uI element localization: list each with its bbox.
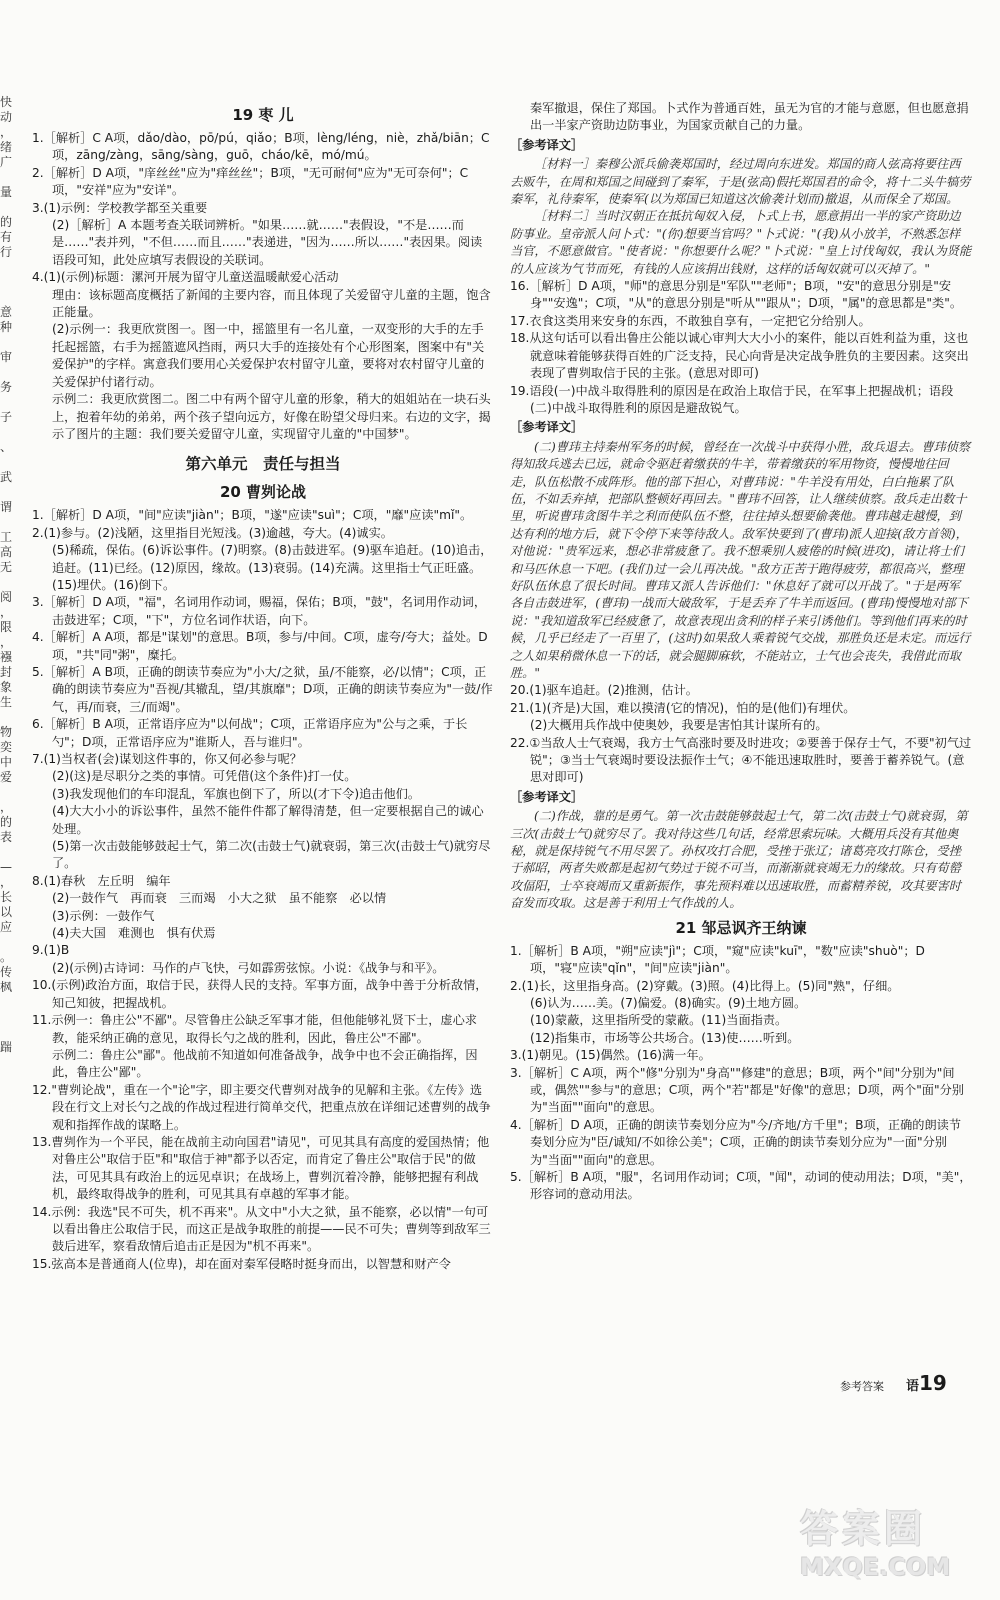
margin-char (0, 845, 26, 860)
answer-item: 1.［解析］B A项，"朔"应读"jì"；C项，"窥"应读"kuī"，"数"应读"shuò"；D项，"寝"应读"qǐn"，"间"应读"jiàn"。 (510, 943, 925, 976)
answer-item: 4.(1)(示例)标题：漯河开展为留守儿童送温暖献爱心活动 (32, 270, 339, 285)
answer-item: (5)稀疏，保佑。(6)诉讼事件。(7)明察。(8)击鼓进军。(9)驱车追赶。(10)追击，追赶。(11)已经。(12)原因，缘故。(13)衰弱。(14)充满。这里指士气正旺盛。(15)埋伏。(16)倒下。 (52, 543, 493, 592)
answer-item: 3.［解析］D A项，"福"，名词用作动词，赐福，保佑；B项，"鼓"，名词用作动词，击鼓进军；C项，"下"，方位名词作状语，向下。 (32, 595, 487, 627)
margin-char: 无 (0, 560, 13, 574)
margin-char: 工 (0, 530, 13, 544)
answer-item: (10)蒙蔽，这里指所受的蒙蔽。(11)当面指责。 (530, 1013, 788, 1028)
unit-title: 第六单元 责任与担当 (185, 455, 341, 474)
section-title-19: 19 枣 儿 (232, 106, 294, 124)
margin-char: 奕 (0, 740, 13, 754)
answer-item: 5.［解析］A B项，正确的朗读节奏应为"小大/之狱，虽/不能察，必/以情"；C项，正确的朗读节奏应为"吾视/其辙乱，望/其旗靡"；D项，正确的朗读节奏应为"一鼓/作气，再/而衰，三/而竭"。 (32, 664, 493, 714)
answer-item: 22.①当敌人士气衰竭，我方士气高涨时要及时进攻；②要善于保存士气，不要"初气过锐"；③当士气衰竭时要设法振作士气；④不能迅速取胜时，要善于蓄养锐气。(意思对即可) (510, 735, 972, 785)
margin-char: 表 (0, 830, 13, 844)
margin-char: 行 (0, 245, 13, 259)
answer-item: 2.(1)参与。(2)浅陋，这里指目光短浅。(3)逾越，夸大。(4)诚实。 (32, 525, 393, 540)
margin-char: 意 (0, 305, 13, 319)
margin-char: 审 (0, 350, 13, 364)
margin-char: 务 (0, 380, 13, 394)
answer-item: 3.(1)朝见。(15)偶然。(16)满一年。 (510, 1048, 711, 1063)
section-title-20: 20 曹刿论战 (219, 483, 307, 502)
answer-item: (4)夫大国 难测也 惧有伏焉 (52, 926, 216, 941)
answer-item: 3.(1)示例：学校教学都至关重要 (32, 200, 208, 215)
margin-char (0, 260, 26, 275)
margin-char: 封 (0, 665, 13, 679)
margin-char: 应 (0, 920, 13, 934)
margin-char: 以 (0, 905, 13, 919)
answer-item: (2)(示例)古诗词：马作的卢飞快，弓如霹雳弦惊。小说：《战争与和平》。 (52, 960, 445, 975)
answer-item: 10.(示例)政治方面，取信于民，获得人民的支持。军事方面，战争中善于分析敌情，知己知彼，把握战机。 (32, 978, 488, 1010)
margin-char: 。 (0, 950, 13, 964)
answer-item: (3)我发现他们的车印混乱，军旗也倒下了，所以(才下令)追击他们。 (52, 786, 421, 801)
margin-char (0, 575, 26, 590)
margin-char (0, 335, 26, 350)
answer-item: 20.(1)驱车追赶。(2)推测，估计。 (510, 683, 698, 698)
margin-char (0, 785, 26, 800)
answer-item: 8.(1)春秋 左丘明 编年 (32, 873, 171, 888)
answer-item: (3)示例：一鼓作气 (52, 908, 155, 923)
watermark-logo (800, 1498, 990, 1588)
answer-item: 6.［解析］B A项，正常语序应为"以何战"；C项，正常语序应为"公与之乘，于长勺"；D项，正常语序应为"谁斯人，吾与谁归"。 (32, 717, 468, 749)
answer-item: 9.(1)B (32, 943, 70, 958)
reference-translation-label: ［参考译文］ (510, 420, 584, 435)
margin-char: 动 (0, 110, 13, 124)
answer-item: 理由：该标题高度概括了新闻的主要内容，而且体现了关爱留守儿童的主题，饱含正能量。 (52, 287, 491, 320)
answer-item: 16.［解析］D A项，"师"的意思分别是"军队""老师"；B项，"安"的意思分别是"安身""安逸"；C项，"从"的意思分别是"听从""跟从"；D项，"属"的意思都是"类"。 (510, 279, 963, 311)
answer-item: (2)(这)是尽职分之类的事情。可凭借(这个条件)打一仗。 (52, 769, 357, 784)
answer-item: (5)第一次击鼓能够鼓起士气，第二次(击鼓士气)就衰弱，第三次(击鼓士气)就穷尽了。 (52, 839, 491, 871)
margin-char: ， (0, 800, 13, 814)
margin-char (0, 290, 26, 305)
translation-paragraph: (二)曹玮主持秦州军务的时候，曾经在一次战斗中获得小胜，敌兵退去。曹玮侦察得知敌兵逃去已远，就命令驱赶着缴获的牛羊，带着缴获的军用物资，慢慢地往回走，队伍松散不成阵形。他的部下担心，对曹玮说："牛羊没有用处，白白拖累了队伍，不如丢弃掉，把部队整顿好再回去。"曹玮不回答，让人继续侦察。敌兵走出数十里，听说曹玮贪图牛羊之利而使队伍不整，往往掉头想要偷袭他。曹玮越走越慢，到达有利的地方后，就下令停下来等待敌人。敌军快要到了(曹玮)派人迎接(敌方首领)，对他说："贵军远来，想必非常疲惫了。我不想乘别人疲倦的时候(进攻)，请让将士们和马匹休息一下吧。(我们)过一会儿再决战。"敌方正苦于跑得疲劳，都很高兴，整理好队伍休息了很长时间。曹玮又派人告诉他们："休息好了就可以开战了。"于是两军各自击鼓进军，(曹玮)一战而大破敌军，于是丢弃了牛羊而返回。(曹玮)慢慢地对部下说："我知道敌军已经疲惫了，故意表现出贪利的样子来引诱他们。等到他们再来的时候，几乎已经走了一百里了，(这时)如果敌人乘着锐气交战，那胜负还是未定。而远行之人如果稍微休息一下的话，就会腿脚麻软，不能站立，士气也会丧失，我借此而取胜。" (510, 439, 971, 680)
answer-item: 12."曹刿论战"，重在一个"论"字，即主要交代曹刿对战争的见解和主张。《左传》选段在行文上对长勺之战的作战过程进行简单交代，把重点放在详细记述曹刿的战争观和指挥作战的谋略上。 (32, 1082, 491, 1132)
margin-char (0, 425, 26, 440)
answer-item: (4)大大小小的诉讼事件，虽然不能件件都了解得清楚，但一定要根据自己的诚心处理。 (52, 804, 484, 836)
answer-item: 15.弦高本是普通商人(位卑)，却在面对秦军侵略时挺身而出，以智慧和财产令 (32, 1256, 451, 1271)
margin-char: 武 (0, 470, 13, 484)
margin-char (0, 1010, 26, 1025)
margin-char: — (0, 860, 12, 874)
margin-char (0, 995, 26, 1010)
answer-item: 21.(1)(齐是)大国，难以摸清(它的情况)，怕的是(他们)有埋伏。 (510, 700, 856, 715)
answer-item: (12)指集市，市场等公共场合。(13)使……听到。 (530, 1030, 800, 1045)
answer-item: 18.从这句话可以看出鲁庄公能以诚心审判大大小小的案件，能以百姓利益为重，这也就意味着能够获得百姓的广泛支持，民心向背是决定战争胜负的主要因素。这突出表现了曹刿取信于民的主张。(意思对即可) (510, 331, 969, 381)
answer-item: (6)认为……美。(7)偏爱。(8)确实。(9)土地方圆。 (530, 995, 807, 1010)
margin-char: 高 (0, 545, 13, 559)
answer-item: 秦军撤退，保住了郑国。卜式作为普通百姓，虽无为官的才能与意愿，但也愿意捐出一半家产资助边防事业，为国家贡献自己的力量。 (530, 101, 969, 133)
margin-char (0, 455, 26, 470)
page-number (906, 1371, 947, 1395)
margin-char: ， (0, 635, 13, 649)
margin-char: ， (0, 605, 13, 619)
watermark-text: 答案圈 (800, 1507, 927, 1551)
margin-char: 枫 (0, 980, 13, 994)
margin-char (0, 1025, 26, 1040)
margin-char (0, 935, 26, 950)
footer-label: 参考答案 (840, 1380, 884, 1393)
answer-item: 示例二：我更欣赏图二。图二中有两个留守儿童的形象，稍大的姐姐站在一块石头上，抱着年幼的弟弟，两个孩子望向远方，好像在盼望父母归来。右边的文字，揭示了图片的主题：我们要关爱留守儿童，实现留守儿童的"中国梦"。 (52, 392, 491, 441)
margin-char (0, 200, 26, 215)
answer-item: 4.［解析］A A项，都是"谋划"的意思。B项，参与/中间。C项，虚夸/夸大；益处。D项，"共"同"粥"，糜托。 (32, 630, 488, 662)
left-column (32, 100, 494, 1273)
answer-item: 2.(1)长，这里指身高。(2)穿戴。(3)照。(4)比得上。(5)同"熟"，仔细。 (510, 978, 900, 993)
margin-char: 长 (0, 890, 13, 904)
answer-item: (2)一鼓作气 再而衰 三而竭 小大之狱 虽不能察 必以情 (52, 891, 387, 906)
reference-translation-label: ［参考译文］ (510, 789, 584, 804)
answer-item: 1.［解析］C A项，dǎo/dào，pō/pú，qiǎo；B项，lèng/léng，niè，zhǎ/biān；C项，zāng/zàng，sāng/sàng，guō，cháo/kē，mó/mú。 (32, 131, 490, 163)
margin-char (0, 395, 26, 410)
answer-item: 1.［解析］D A项，"间"应读"jiàn"；B项，"遂"应读"suì"；C项，"靡"应读"mǐ"。 (32, 508, 473, 523)
margin-char: 限 (0, 620, 13, 634)
answer-item: 5.［解析］B A项，"服"，名词用作动词；C项，"闻"，动词的使动用法；D项，"美"，形容词的意动用法。 (510, 1169, 972, 1202)
reference-translation-label: ［参考译文］ (510, 137, 584, 152)
margin-char: 襁 (0, 650, 13, 664)
answer-item: 示例二：鲁庄公"鄙"。他战前不知道如何准备战争，战争中也不会正确指挥，因此，鲁庄公"鄙"。 (52, 1047, 478, 1080)
margin-char (0, 485, 26, 500)
margin-char: 绪 (0, 140, 13, 154)
margin-char: 生 (0, 695, 13, 709)
answer-item: 14.示例：我选"民不可失，机不再来"。从文中"小大之狱，虽不能察，必以情"一句可以看出鲁庄公取信于民，而这正是战争取胜的前提——民不可失；曹刿等到敌军三鼓后进军，察看敌情后追击正是因为"机不再来"。 (32, 1204, 491, 1254)
margin-char: 子 (0, 410, 13, 424)
margin-char: 有 (0, 230, 13, 244)
margin-char (0, 515, 26, 530)
watermark-url: MXQE.COM (800, 1553, 951, 1581)
answer-item: 17.衣食这类用来安身的东西，不敢独自享有，一定把它分给别人。 (510, 313, 871, 328)
margin-char: 、 (0, 440, 13, 454)
margin-char: 广 (0, 155, 13, 169)
margin-bleed-text (0, 95, 26, 1055)
margin-char: 的 (0, 815, 13, 829)
answer-item: 3.［解析］C A项，两个"修"分别为"身高""修建"的意思；B项，两个"间"分别为"间或，偶然""参与"的意思；C项，两个"若"都是"好像"的意思；D项，两个"面"分别为"当面""面向"的意思。 (510, 1065, 964, 1115)
margin-char: ， (0, 875, 13, 889)
right-column (510, 100, 972, 1204)
section-title-21: 21 邹忌讽齐王纳谏 (675, 918, 807, 937)
answer-item: 4.［解析］D A项，正确的朗读节奏划分应为"今/齐地/方千里"；B项，正确的朗读节奏划分应为"臣/诚知/不如徐公美"；C项，正确的朗读节奏划分应为"一面"分别为"当面""面向"的意思。 (510, 1117, 962, 1167)
margin-char: 中 (0, 755, 13, 769)
margin-char: 传 (0, 965, 13, 979)
margin-char: 物 (0, 725, 13, 739)
answer-item: 13.曹刿作为一个平民，能在战前主动向国君"请见"，可见其具有高度的爱国热情；他对鲁庄公"取信于臣"和"取信于神"都予以否定，而肯定了鲁庄公"取信于民"的做法，可见其具有政治上的远见卓识；在战场上，曹刿沉着冷静，能够把握有利战机，最终取得战争的胜利，可见其具有卓越的军事才能。 (32, 1134, 490, 1202)
margin-char: 爱 (0, 770, 13, 784)
answer-item: (2)［解析］A 本题考查关联词辨析。"如果……就……"表假设，"不是……而是……"表并列，"不但……而且……"表递进，"因为……所以……"表因果。阅读语段可知，此处应填写表假设的关联词。 (52, 218, 483, 267)
subject-mark: 语 (906, 1379, 920, 1394)
margin-char: 阅 (0, 590, 13, 604)
margin-char (0, 710, 26, 725)
answer-item: (2)示例一：我更欣赏图一。图一中，摇篮里有一名儿童，一双变形的大手的左手托起摇篮，右手为摇篮遮风挡雨，两只大手的连接处有个心形图案，图案中有"关爱保护"的字样。寓意我们要用心关爱保护农村留守儿童，要将对农村留守儿童的关爱保护付诸行动。 (52, 322, 485, 389)
margin-char (0, 365, 26, 380)
answer-item: 11.示例一：鲁庄公"不鄙"。尽管鲁庄公缺乏军事才能，但他能够礼贤下士，虚心求教，能采纳正确的意见，取得长勺之战的胜利，因此，鲁庄公"不鄙"。 (32, 1013, 477, 1045)
margin-char: 快 (0, 95, 13, 109)
translation-paragraph: ［材料二］当时汉朝正在抵抗匈奴入侵，卜式上书，愿意捐出一半的家产资助边防事业。皇帝派人问卜式："(你)想要当官吗？"卜式说："(我)从小放羊，不熟悉怎样当官，不愿意做官。"使者说："你想要什么呢？"卜式说："皇上讨伐匈奴，我认为贤能的人应该为气节而死，有钱的人应该捐出钱财，这样的话匈奴就可以灭掉了。" (510, 209, 972, 276)
margin-char (0, 275, 26, 290)
answer-item: 2.［解析］D A项，"庠丝丝"应为"痒丝丝"；B项，"无可耐何"应为"无可奈何"；C项，"安祥"应为"安详"。 (32, 165, 469, 198)
margin-char: ， (0, 125, 13, 139)
translation-paragraph: ［材料一］秦穆公派兵偷袭郑国时，经过周向东进发。郑国的商人弦高将要往西去贩牛，在周和郑国之间碰到了秦军，于是(弦高)假托郑国君的命令，将十二头牛犒劳秦军，礼待秦军，使秦军(以为郑国已知道这次偷袭计划而)撤退，从而保全了郑国。 (510, 157, 971, 207)
margin-char: 的 (0, 215, 13, 229)
margin-char: 种 (0, 320, 13, 334)
translation-paragraph: (二)作战，靠的是勇气。第一次击鼓能够鼓起士气，第二次(击鼓士气)就衰弱，第三次(击鼓士气)就穷尽了。我对待这些几句话，经常思索玩味。大概用兵没有其他奥秘，就是保持锐气不用尽罢了。孙权攻打合肥，受挫于张辽；诸葛亮攻打陈仓，受挫于郝昭，两者失败都是起初气势过于锐不可当，而渐渐就衰竭无力的缘故。只有荀罃攻偪阳，士卒衰竭而又重新振作，事先预料难以迅速取胜，而蓄精养锐，攻其要害时奋发而攻取。这是善于利用士气作战的人。 (510, 809, 968, 911)
margin-char: 谓 (0, 500, 13, 514)
margin-char: 量 (0, 185, 13, 199)
answer-item: 7.(1)当权者(会)谋划这件事的，你又何必参与呢？ (32, 752, 302, 766)
margin-char (0, 170, 26, 185)
page-number-value: 19 (919, 1371, 947, 1395)
answer-item: 19.语段(一)中战斗取得胜利的原因是在政治上取信于民，在军事上把握战机；语段(二)中战斗取得胜利的原因是避敌锐气。 (510, 383, 954, 415)
margin-char: 踹 (0, 1040, 13, 1054)
margin-char: 象 (0, 680, 13, 694)
answer-item: (2)大概用兵作战中使奥妙，我要是害怕其计谋所有的。 (530, 718, 828, 733)
